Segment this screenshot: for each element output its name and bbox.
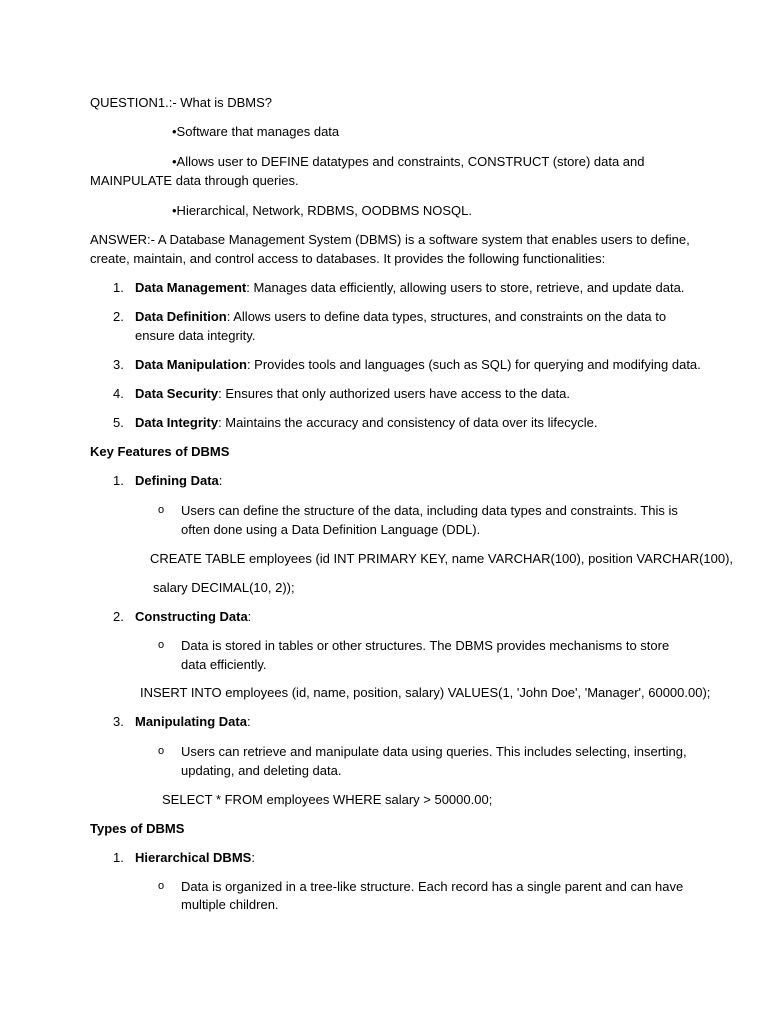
list-item bbox=[135, 472, 222, 489]
sub-bullet-text-continuation: updating, and deleting data. bbox=[181, 763, 342, 778]
list-item-term: Data Management bbox=[135, 280, 247, 295]
list-item-desc: : Provides tools and languages (such as SQL) for querying and modifying data. bbox=[246, 357, 701, 372]
question-bullet: •Hierarchical, Network, RDBMS, OODBMS NOSQL. bbox=[172, 203, 472, 218]
list-number: 2. bbox=[113, 309, 124, 324]
list-item bbox=[135, 608, 251, 625]
sub-bullet-text: Users can define the structure of the data, including data types and constraints. This is bbox=[181, 503, 678, 518]
list-number: 4. bbox=[113, 386, 124, 401]
list-item-term: Data Security bbox=[135, 386, 219, 401]
list-item-desc: : Allows users to define data types, structures, and constraints on the data to bbox=[226, 309, 667, 324]
code-line: SELECT * FROM employees WHERE salary > 50000.00; bbox=[162, 792, 493, 807]
list-number: 2. bbox=[113, 609, 124, 624]
list-number: 3. bbox=[113, 714, 124, 729]
list-number: 3. bbox=[113, 357, 124, 372]
list-item-term: Constructing Data bbox=[135, 609, 248, 624]
list-number: 5. bbox=[113, 415, 124, 430]
answer-intro: ANSWER:- A Database Management System (DBMS) is a software system that enables users to define, bbox=[90, 232, 690, 247]
list-item-continuation: ensure data integrity. bbox=[135, 328, 256, 343]
sub-bullet-text-continuation: often done using a Data Definition Language (DDL). bbox=[181, 522, 481, 537]
list-item-term: Data Definition bbox=[135, 309, 227, 324]
list-item-desc: : Ensures that only authorized users have access to the data. bbox=[218, 386, 571, 401]
sub-bullet-text: Data is stored in tables or other structures. The DBMS provides mechanisms to store bbox=[181, 638, 670, 653]
section-heading-key-features: Key Features of DBMS bbox=[90, 444, 230, 459]
list-item bbox=[135, 356, 701, 373]
sub-bullet-marker: o bbox=[158, 504, 165, 516]
list-item-desc: : Maintains the accuracy and consistency of data over its lifecycle. bbox=[218, 415, 598, 430]
list-item bbox=[135, 308, 666, 325]
section-heading-types: Types of DBMS bbox=[90, 821, 185, 836]
answer-intro-continuation: create, maintain, and control access to databases. It provides the following functionalities: bbox=[90, 251, 606, 266]
sub-bullet-marker: o bbox=[158, 880, 165, 892]
question-label: QUESTION1.:- What is DBMS? bbox=[90, 95, 273, 110]
list-item bbox=[135, 414, 597, 431]
list-item-colon: : bbox=[246, 714, 251, 729]
list-item bbox=[135, 279, 684, 296]
list-item bbox=[135, 385, 570, 402]
sub-bullet-text-continuation: multiple children. bbox=[181, 897, 279, 912]
sub-bullet-text: Data is organized in a tree-like structure. Each record has a single parent and can have bbox=[181, 879, 684, 894]
list-item-desc: : Manages data efficiently, allowing users to store, retrieve, and update data. bbox=[246, 280, 685, 295]
list-item-term: Manipulating Data bbox=[135, 714, 247, 729]
list-item bbox=[135, 713, 251, 730]
code-line: INSERT INTO employees (id, name, position, salary) VALUES(1, 'John Doe', 'Manager', 60000.00); bbox=[140, 685, 711, 700]
sub-bullet-text: Users can retrieve and manipulate data using queries. This includes selecting, inserting, bbox=[181, 744, 687, 759]
list-item-colon: : bbox=[247, 609, 252, 624]
sub-bullet-marker: o bbox=[158, 639, 165, 651]
list-item-term: Hierarchical DBMS bbox=[135, 850, 252, 865]
list-item-term: Data Integrity bbox=[135, 415, 219, 430]
list-item-colon: : bbox=[218, 473, 223, 488]
sub-bullet-text-continuation: data efficiently. bbox=[181, 657, 267, 672]
sub-bullet-marker: o bbox=[158, 745, 165, 757]
question-bullet: •Software that manages data bbox=[172, 124, 340, 139]
question-bullet-continuation: MAINPULATE data through queries. bbox=[90, 173, 299, 188]
list-number: 1. bbox=[113, 280, 124, 295]
code-line: salary DECIMAL(10, 2)); bbox=[153, 580, 295, 595]
list-item-term: Defining Data bbox=[135, 473, 219, 488]
question-bullet: •Allows user to DEFINE datatypes and constraints, CONSTRUCT (store) data and bbox=[172, 154, 645, 169]
list-number: 1. bbox=[113, 473, 124, 488]
list-item-term: Data Manipulation bbox=[135, 357, 247, 372]
list-number: 1. bbox=[113, 850, 124, 865]
list-item-colon: : bbox=[251, 850, 255, 865]
list-item bbox=[135, 849, 255, 866]
code-line: CREATE TABLE employees (id INT PRIMARY KEY, name VARCHAR(100), position VARCHAR(100), bbox=[150, 551, 734, 566]
